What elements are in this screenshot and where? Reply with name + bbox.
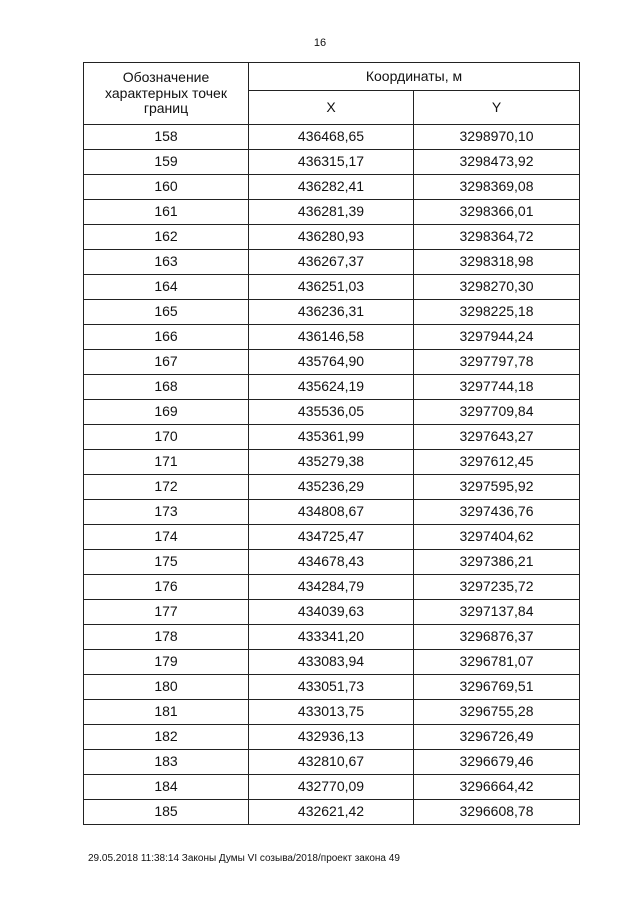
y-coordinate-cell: 3296726,49: [414, 725, 580, 750]
x-coordinate-cell: 436280,93: [249, 225, 414, 250]
x-coordinate-cell: 436267,37: [249, 250, 414, 275]
point-number-cell: 166: [84, 325, 249, 350]
table-body: [84, 125, 580, 825]
point-number-cell: 158: [84, 125, 249, 150]
table-row: [84, 150, 580, 175]
y-coordinate-cell: 3297744,18: [414, 375, 580, 400]
point-number-cell: 163: [84, 250, 249, 275]
table-row: [84, 550, 580, 575]
table-row: [84, 725, 580, 750]
x-coordinate-cell: 435361,99: [249, 425, 414, 450]
table-row: [84, 175, 580, 200]
y-coordinate-cell: 3297612,45: [414, 450, 580, 475]
table-row: [84, 500, 580, 525]
x-coordinate-cell: 433051,73: [249, 675, 414, 700]
point-number-cell: 181: [84, 700, 249, 725]
x-coordinate-cell: 434039,63: [249, 600, 414, 625]
y-coordinate-cell: 3296876,37: [414, 625, 580, 650]
point-number-cell: 167: [84, 350, 249, 375]
point-number-cell: 172: [84, 475, 249, 500]
point-number-cell: 183: [84, 750, 249, 775]
x-coordinate-cell: 435536,05: [249, 400, 414, 425]
y-coordinate-cell: 3297436,76: [414, 500, 580, 525]
y-coordinate-cell: 3297797,78: [414, 350, 580, 375]
x-coordinate-cell: 436251,03: [249, 275, 414, 300]
y-coordinate-cell: 3296664,42: [414, 775, 580, 800]
y-coordinate-cell: 3296781,07: [414, 650, 580, 675]
point-number-cell: 180: [84, 675, 249, 700]
y-coordinate-cell: 3296769,51: [414, 675, 580, 700]
point-designation-header: Обозначение характерных точек границ: [84, 63, 249, 125]
point-number-cell: 177: [84, 600, 249, 625]
table-row: [84, 575, 580, 600]
table-row: [84, 375, 580, 400]
x-coordinate-cell: 436468,65: [249, 125, 414, 150]
x-coordinate-cell: 433013,75: [249, 700, 414, 725]
table-row: [84, 600, 580, 625]
table-row: [84, 700, 580, 725]
point-number-cell: 162: [84, 225, 249, 250]
table-row: [84, 125, 580, 150]
x-coordinate-cell: 435279,38: [249, 450, 414, 475]
y-coordinate-cell: 3298369,08: [414, 175, 580, 200]
table-row: [84, 425, 580, 450]
table-row: [84, 625, 580, 650]
y-coordinate-cell: 3298270,30: [414, 275, 580, 300]
y-coordinate-cell: 3298364,72: [414, 225, 580, 250]
y-coordinate-cell: 3297235,72: [414, 575, 580, 600]
table-row: [84, 525, 580, 550]
table-row: [84, 675, 580, 700]
x-coordinate-cell: 434808,67: [249, 500, 414, 525]
table-row: [84, 750, 580, 775]
point-number-cell: 160: [84, 175, 249, 200]
table-row: [84, 275, 580, 300]
table-row: [84, 300, 580, 325]
point-number-cell: 173: [84, 500, 249, 525]
x-coordinate-cell: 436281,39: [249, 200, 414, 225]
document-footer: 29.05.2018 11:38:14 Законы Думы VI созыва/2018/проект закона 49: [88, 853, 400, 864]
y-coordinate-cell: 3297709,84: [414, 400, 580, 425]
x-coordinate-cell: 433083,94: [249, 650, 414, 675]
point-number-cell: 174: [84, 525, 249, 550]
y-coordinate-cell: 3298366,01: [414, 200, 580, 225]
coordinates-table: [83, 62, 580, 825]
point-number-cell: 185: [84, 800, 249, 825]
table-header-row: [84, 63, 580, 91]
table-row: [84, 250, 580, 275]
point-number-cell: 168: [84, 375, 249, 400]
y-coordinate-cell: 3297137,84: [414, 600, 580, 625]
x-coordinate-cell: 436146,58: [249, 325, 414, 350]
table-row: [84, 350, 580, 375]
coordinates-header: Координаты, м: [249, 63, 580, 91]
table-row: [84, 450, 580, 475]
point-number-cell: 169: [84, 400, 249, 425]
table-row: [84, 650, 580, 675]
y-coordinate-cell: 3298970,10: [414, 125, 580, 150]
y-coordinate-cell: 3297944,24: [414, 325, 580, 350]
page-number: 16: [313, 37, 327, 49]
y-coordinate-cell: 3296755,28: [414, 700, 580, 725]
table-row: [84, 475, 580, 500]
point-number-cell: 182: [84, 725, 249, 750]
x-coordinate-cell: 434725,47: [249, 525, 414, 550]
x-coordinate-cell: 434284,79: [249, 575, 414, 600]
point-number-cell: 159: [84, 150, 249, 175]
x-coordinate-cell: 434678,43: [249, 550, 414, 575]
x-coordinate-cell: 435764,90: [249, 350, 414, 375]
y-coordinate-cell: 3298473,92: [414, 150, 580, 175]
x-coordinate-cell: 435236,29: [249, 475, 414, 500]
y-coordinate-cell: 3296679,46: [414, 750, 580, 775]
point-number-cell: 161: [84, 200, 249, 225]
table-row: [84, 400, 580, 425]
point-number-cell: 171: [84, 450, 249, 475]
y-column-header: Y: [414, 91, 580, 125]
x-coordinate-cell: 436315,17: [249, 150, 414, 175]
x-coordinate-cell: 433341,20: [249, 625, 414, 650]
table-row: [84, 225, 580, 250]
table-row: [84, 800, 580, 825]
x-coordinate-cell: 436236,31: [249, 300, 414, 325]
y-coordinate-cell: 3298318,98: [414, 250, 580, 275]
point-number-cell: 164: [84, 275, 249, 300]
x-column-header: X: [249, 91, 414, 125]
point-number-cell: 179: [84, 650, 249, 675]
x-coordinate-cell: 435624,19: [249, 375, 414, 400]
x-coordinate-cell: 432810,67: [249, 750, 414, 775]
y-coordinate-cell: 3298225,18: [414, 300, 580, 325]
y-coordinate-cell: 3297595,92: [414, 475, 580, 500]
point-number-cell: 176: [84, 575, 249, 600]
table-row: [84, 325, 580, 350]
y-coordinate-cell: 3297643,27: [414, 425, 580, 450]
point-number-cell: 170: [84, 425, 249, 450]
y-coordinate-cell: 3296608,78: [414, 800, 580, 825]
table-row: [84, 200, 580, 225]
x-coordinate-cell: 436282,41: [249, 175, 414, 200]
point-number-cell: 175: [84, 550, 249, 575]
point-number-cell: 184: [84, 775, 249, 800]
x-coordinate-cell: 432770,09: [249, 775, 414, 800]
y-coordinate-cell: 3297404,62: [414, 525, 580, 550]
table-row: [84, 775, 580, 800]
x-coordinate-cell: 432621,42: [249, 800, 414, 825]
point-number-cell: 165: [84, 300, 249, 325]
y-coordinate-cell: 3297386,21: [414, 550, 580, 575]
x-coordinate-cell: 432936,13: [249, 725, 414, 750]
point-number-cell: 178: [84, 625, 249, 650]
